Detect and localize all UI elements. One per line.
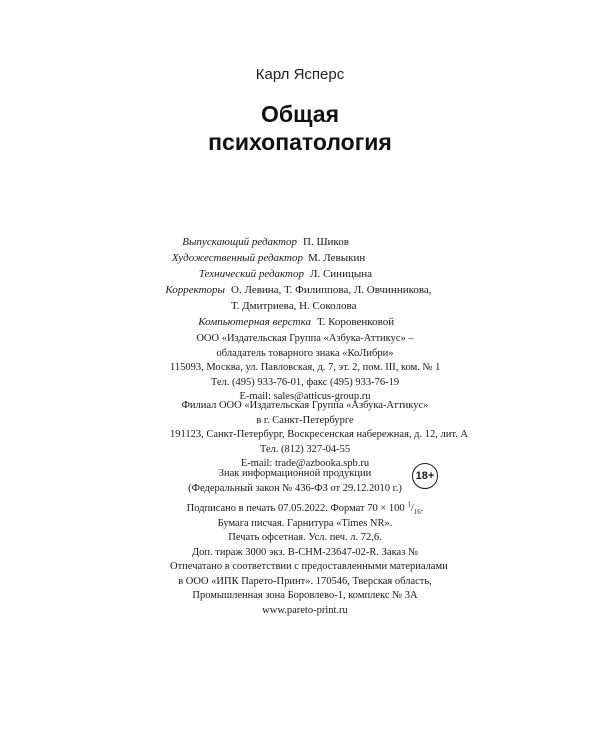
publisher-block <box>170 332 440 405</box>
publisher-line: Тел. (495) 933-76-01, факс (495) 933-76-19 <box>210 376 400 388</box>
credit-role: Технический редактор <box>198 268 304 280</box>
print-specs-line: Печать офсетная. Усл. печ. л. 72,6. <box>228 532 382 543</box>
print-specs-line: Бумага писчая. Гарнитура «Times NR». <box>217 517 393 529</box>
credit-row <box>0 282 600 298</box>
print-specs-line: Доп. тираж 3000 экз. В-CHM-23647-02-R. Заказ № <box>191 546 418 558</box>
credit-row <box>0 234 600 250</box>
print-specs-line-1-suffix: . <box>420 503 424 514</box>
credit-role: Корректоры <box>165 284 225 296</box>
print-specs-line: Подписано в печать 07.05.2022. Формат 70 × 100 $^1/_{16}$. <box>186 500 424 517</box>
info-mark-line: Знак информационной продукции <box>218 468 372 479</box>
branch-line: Тел. (812) 327-04-55 <box>259 443 351 455</box>
author-name: Карл Ясперс <box>255 66 345 83</box>
credit-name: Л. Синицына <box>310 268 373 280</box>
book-title <box>0 100 600 156</box>
credit-row <box>0 250 600 266</box>
printer-website[interactable]: www.pareto-print.ru <box>262 604 348 616</box>
branch-line: Филиал ООО «Издательская Группа «Азбука-Аттикус» <box>181 400 429 411</box>
credit-name: Т. Коровенковой <box>317 316 395 328</box>
credits-block <box>0 234 600 330</box>
credit-row <box>0 314 600 330</box>
credit-name: П. Шиков <box>303 236 349 248</box>
publisher-line: ООО «Издательская Группа «Азбука-Аттикус» – <box>196 333 414 344</box>
credit-name: Т. Дмитриева, Н. Соколова <box>231 300 357 312</box>
book-title-line-2: психопатология <box>208 129 392 155</box>
credit-role: Выпускающий редактор <box>182 236 297 248</box>
printer-block <box>170 560 448 618</box>
credit-row <box>0 266 600 282</box>
credit-row <box>0 298 600 314</box>
publisher-line: обладатель товарного знака «КоЛибри» <box>216 347 394 359</box>
printer-line: Промышленная зона Боровлево-1, комплекс № 3А <box>192 590 418 601</box>
age-rating-badge: 18+ <box>412 463 438 489</box>
printer-line: Отпечатано в соответствии с предоставленными материалами <box>170 561 448 572</box>
print-specs-block <box>170 502 440 560</box>
format-fraction-sub: 16 <box>413 508 421 517</box>
publisher-email[interactable]: E-mail: sales@atticus-group.ru <box>239 391 371 402</box>
publisher-line: 115093, Москва, ул. Павловская, д. 7, эт. 2, пом. III, ком. № 1 <box>170 362 441 373</box>
branch-line: в г. Санкт-Петербурге <box>256 414 354 426</box>
info-mark-law: (Федеральный закон № 436-ФЗ от 29.12.2010 г.) <box>188 482 402 494</box>
branch-block <box>170 399 468 472</box>
format-fraction-sup: 1 <box>407 500 411 509</box>
book-title-line-1: Общая <box>261 101 339 127</box>
printer-line: в ООО «ИПК Парето-Принт». 170546, Тверская область, <box>178 575 432 587</box>
branch-line: 191123, Санкт-Петербург, Воскресенская набережная, д. 12, лит. А <box>170 429 468 440</box>
credit-role: Художественный редактор <box>171 252 303 264</box>
info-mark-block <box>160 467 430 496</box>
credit-name: М. Левыкин <box>308 252 366 264</box>
branch-email[interactable]: E-mail: trade@azbooka.spb.ru <box>240 458 370 469</box>
credit-role: Компьютерная верстка <box>198 316 311 328</box>
credit-name: О. Левина, Т. Филиппова, Л. Овчинникова, <box>231 284 432 296</box>
print-specs-line-1: Подписано в печать 07.05.2022. Формат 70 × 100 <box>186 503 405 514</box>
